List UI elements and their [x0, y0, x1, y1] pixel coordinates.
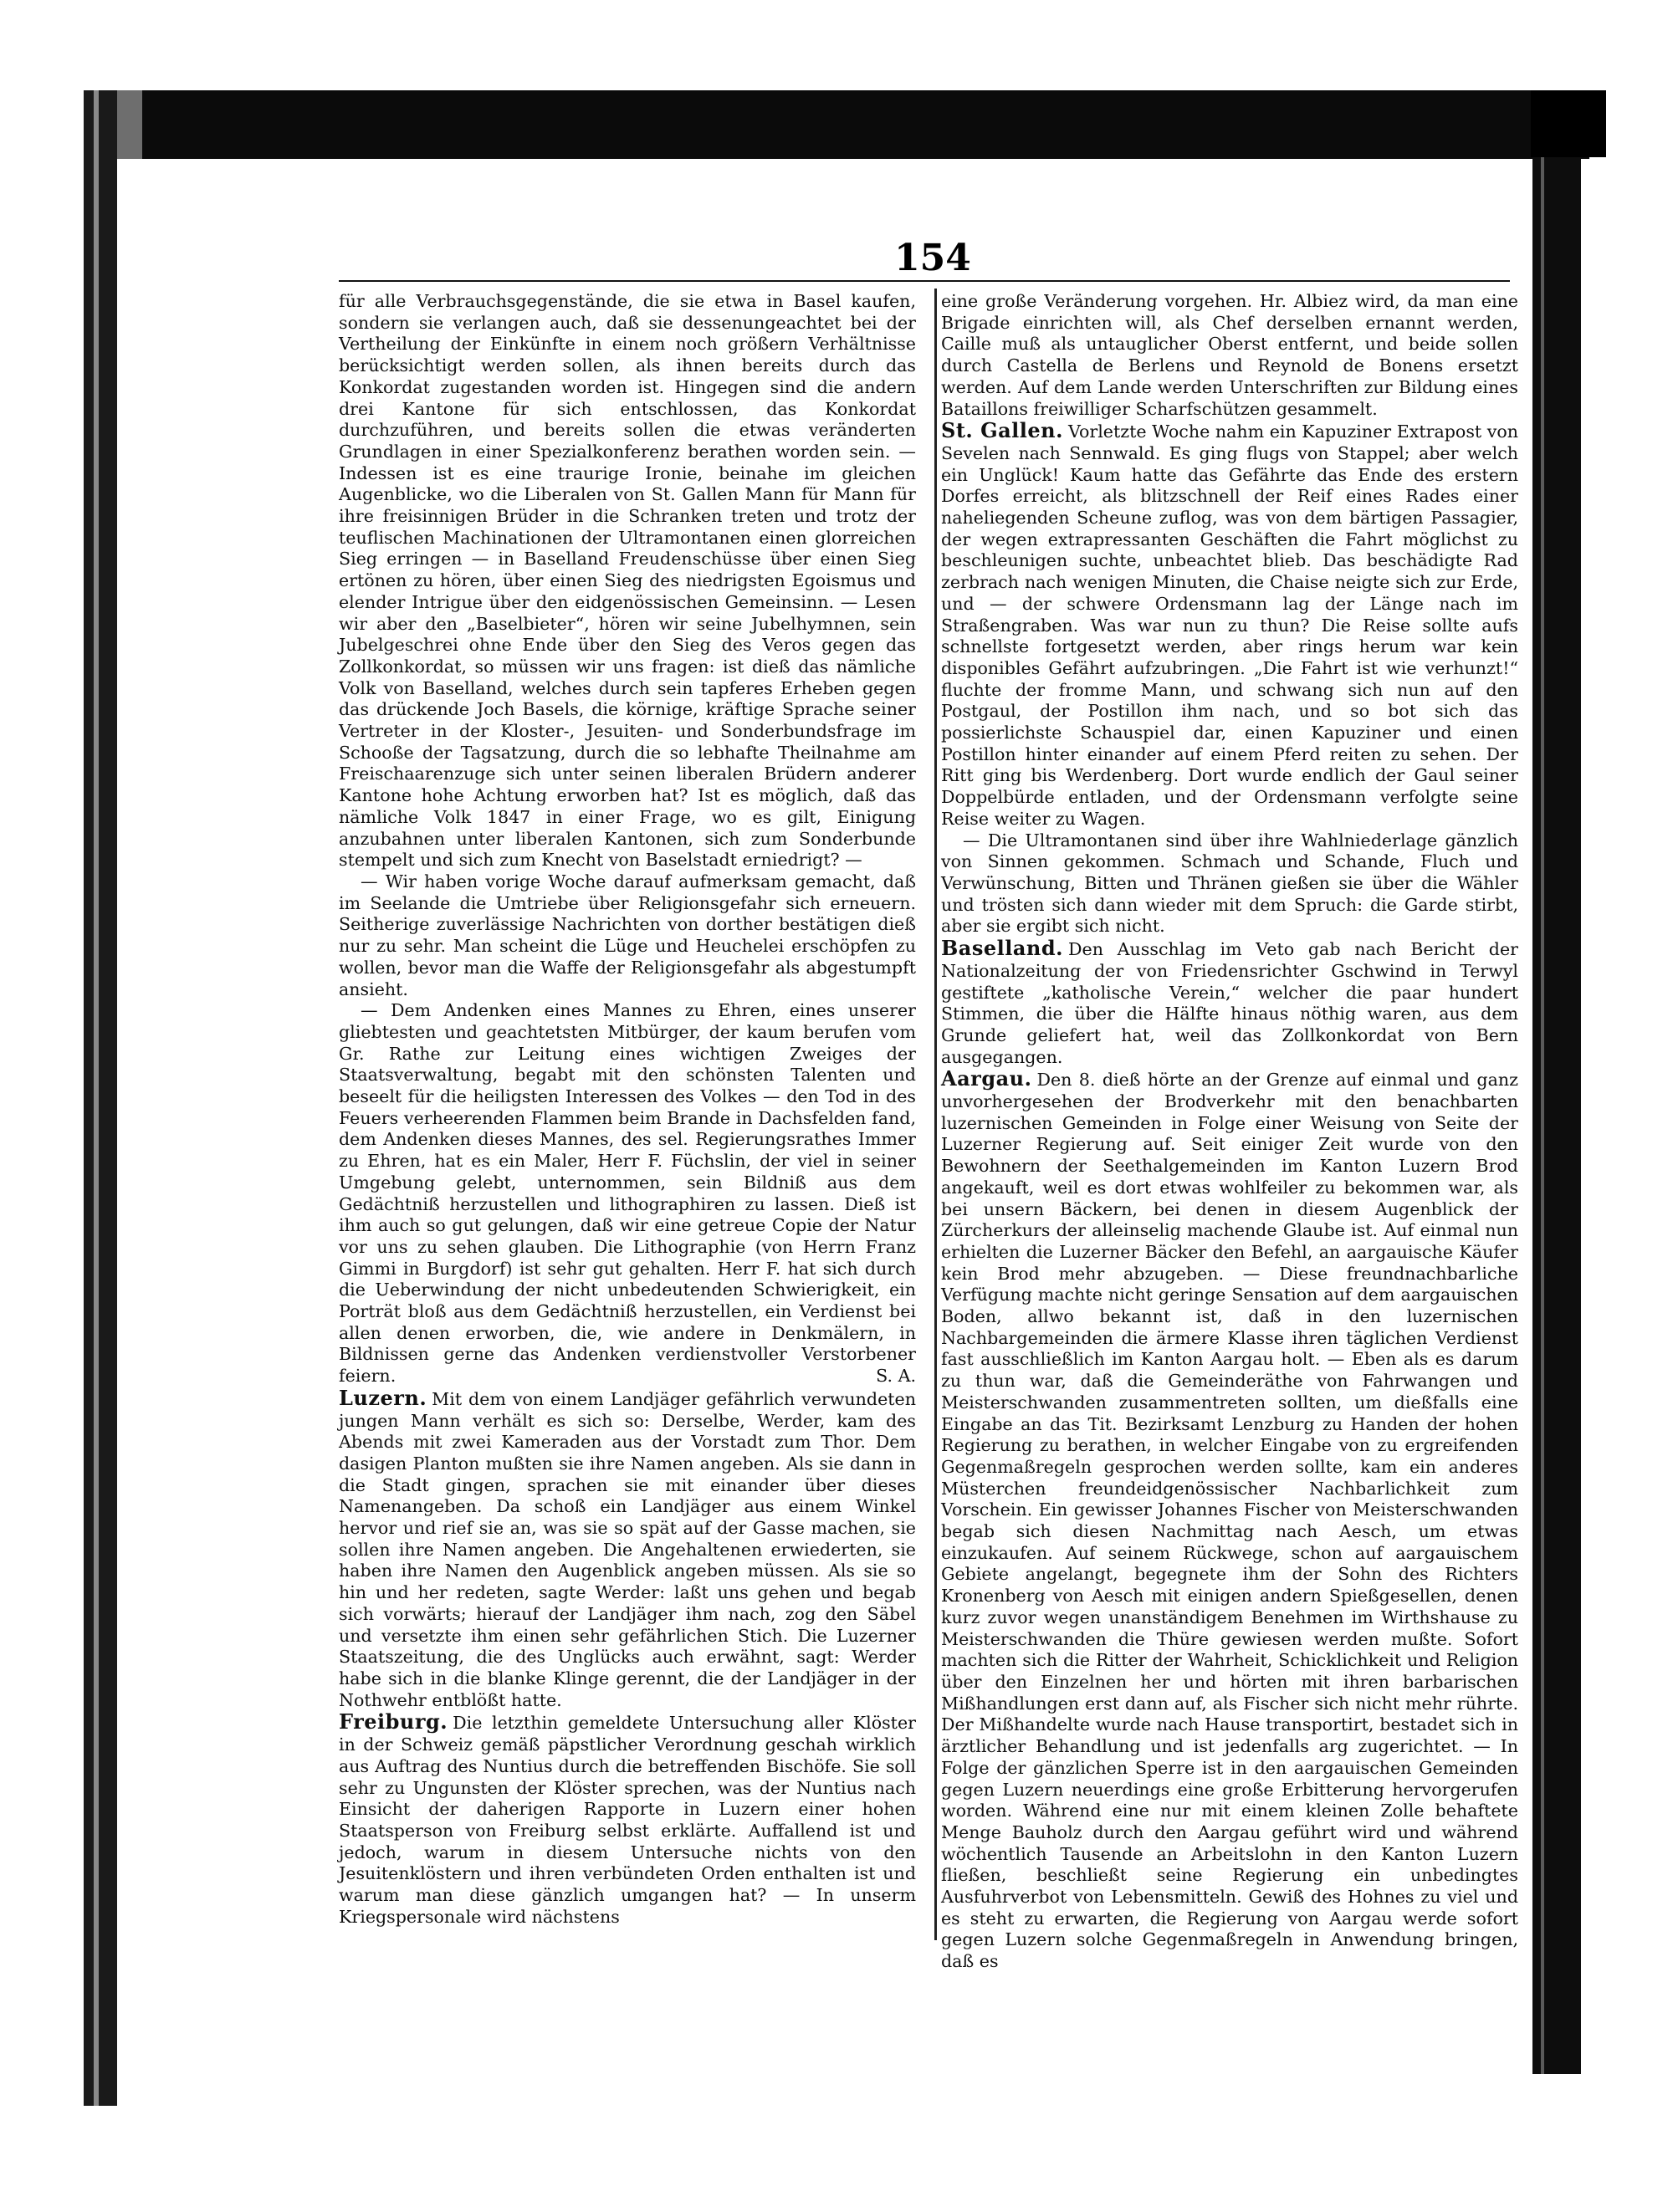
article-aargau-text: Den 8. dieß hörte an der Grenze auf einmal und ganz unvorhergesehen der Brodverkehr mit den benachbarten luzernischen Gemeinden in Folge einer Weisung von Seite der Luzerner Regierung auf. Seit einiger Zeit wurde von den Bewohnern der Seethalgemeinden im Kanton Luzern Brod angekauft, weil es dort etwas wohlfeiler zu bekommen war, als bei unsern Bäckern, bei denen in diesem Augenblick der Zürcherkurs der alleinselig machende Glaube ist. Auf einmal nun erhielten die Luzerner Bäcker den Befehl, an aargauische Käufer kein Brod mehr abzugeben. — Diese freundnachbarliche Verfügung machte nicht geringe Sensation auf dem aargauischen Boden, allwo bekannt ist, daß in den luzernischen Nachbargemeinden die ärmere Klasse ihren täglichen Verdienst fast ausschließlich im Kanton Aargau holt. — Eben als es darum zu thun war, daß die Gemeinderäthe von Fahrwangen und Meisterschwanden zusammentreten sollten, um dießfalls eine Eingabe an das Tit. Bezirksamt Lenzburg zu Handen der hohen Regierung zu berathen, in welcher Eingabe von zu ergreifenden Gegenmaßregeln gesprochen werden sollte, kam ein anderes Müsterchen freundeidgenössischer Nachbarlichkeit zum Vorschein. Ein gewisser Johannes Fischer von Meisterschwanden begab sich diesen Nachmittag nach Aesch, um etwas einzukaufen. Auf seinem Rückwege, schon auf aargauischem Gebiete angelangt, begegnete ihm der Sohn des Richters Kronenberg von Aesch mit einigen andern Spießgesellen, denen kurz zuvor wegen unanständigem Benehmen im Wirthshause zu Meisterschwanden die Thüre gewiesen werden mußte. Sofort machten sich die Ritter der Wahrheit, Schicklichkeit und Religion über den Einzelnen her und hörten mit ihren barbarischen Mißhandlungen erst dann auf, als Fischer sich nicht mehr rührte. Der Mißhandelte wurde nach Hause transportirt, bestadet sich in ärztlicher Behandlung und ist jedenfalls arg zugerichtet. — In Folge der gänzlichen Sperre ist in den aargauischen Gemeinden gegen Luzern neuerdings eine große Erbitterung hervorgerufen worden. Während eine nur mit einem kleinen Zolle behaftete Menge Bauholz durch den Aargau geführt wird und während wöchentlich Tausende an Arbeitslohn in den Kanton Luzern fließen, beschließt seine Regierung ein unbedingtes Ausfuhrverbot von Lebensmitteln. Gewiß des Hohnes zu viel und es steht zu erwarten, die Regierung von Aargau werde sofort gegen Luzern solche Gegenmaßregeln in Anwendung bringen, daß es	[941, 1070, 1518, 1972]
scan-border-left	[84, 90, 117, 2106]
article-andenken-text: — Dem Andenken eines Mannes zu Ehren, eines unserer gliebtesten und geachtetsten Mitbürger, der kaum berufen vom Gr. Rathe zur Leitung eines wichtigen Zweiges der Staatsverwaltung, begabt mit den schönsten Talenten und beseelt für die heiligsten Interessen des Volkes — den Tod in des Feuers verheerenden Flammen beim Brande in Dachsfelden fand, dem Andenken dieses Mannes, des sel. Regierungsrathes Immer zu Ehren, hat es ein Maler, Herr F. Füchslin, der viel in seiner Umgebung gelebt, unternommen, sein Bildniß aus dem Gedächtniß herzustellen und lithographiren zu lassen. Dieß ist ihm auch so gut gelungen, daß wir eine getreue Copie der Natur vor uns zu sehen glauben. Die Lithographie (von Herrn Franz Gimmi in Burgdorf) ist sehr gut gehalten. Herr F. hat sich durch die Ueberwindung der nicht unbedeutenden Schwierigkeit, ein Porträt bloß aus dem Gedächtniß herzustellen, ein Verdienst bei allen denen erworben, die, wie andere in Denkmälern, in Bildnissen gerne das Andenken verdienstvoller Verstorbener feiern.	[339, 1000, 916, 1387]
article-andenken	[339, 1000, 916, 1387]
scan-corner-top-right	[1531, 90, 1606, 157]
article-baselland	[941, 937, 1518, 1068]
left-column	[339, 291, 916, 1928]
article-stgallen	[941, 420, 1518, 830]
scan-border-right	[1532, 125, 1581, 2074]
heading-luzern: Luzern.	[339, 1385, 427, 1410]
article-ultramontanen: — Die Ultramontanen sind über ihre Wahlniederlage gänzlich von Sinnen gekommen. Schmach und Schande, Fluch und Verwünschung, Bitten und Thränen gießen sie über die Wähler und trösten sich dann wieder mit dem Spruch: die Garde stirbt, aber sie ergibt sich nicht.	[941, 830, 1518, 937]
heading-stgallen: St. Gallen.	[941, 418, 1063, 443]
article-stgallen-text: Vorletzte Woche nahm ein Kapuziner Extrapost von Sevelen nach Sennwald. Es ging flugs von Stappel; aber welch ein Unglück! Kaum hatte das Gefährte das Ende des erstern Dorfes erreicht, als blitzschnell der Reif eines Rades einer naheliegenden Scheune zuflog, was von dem bärtigen Passagier, der wegen extrapressanten Geschäften die Fahrt möglichst zu beschleunigen suchte, unbeachtet blieb. Das beschädigte Rad zerbrach nach wenigen Minuten, die Chaise neigte sich zur Erde, und — der schwere Ordensmann lag der Länge nach im Straßengraben. Was war nun zu thun? Die Reise sollte aufs schnellste fortgesetzt werden, aber rings herum war kein disponibles Gefährt aufzubringen. „Die Fahrt ist wie verhunzt!“ fluchte der fromme Mann, und schwang sich nun auf den Postgaul, der Postillon ihm nach, und so bot sich das possierlichste Schauspiel dar, einen Kapuziner und einen Postillon hinter einander auf einem Pferd reiten zu sehen. Der Ritt ging bis Werdenberg. Dort wurde endlich der Gaul seiner Doppelbürde entladen, und der Ordensmann verfolgte seine Reise weiter zu Wagen.	[941, 421, 1519, 829]
scan-border-top	[84, 90, 1589, 159]
article-aargau	[941, 1068, 1518, 1973]
article-continuation: für alle Verbrauchsgegenstände, die sie etwa in Basel kaufen, sondern sie verlangen auch, daß sie dessenungeachtet bei der Vertheilung der Einkünfte in einem noch größern Verhältnisse berücksichtigt werden sollen, als ihnen bereits durch das Konkordat zugestanden worden ist. Hingegen sind die andern drei Kantone für sich entschlossen, das Konkordat durchzuführen, und bereits sollen die etwas veränderten Grundlagen in einer Spezialkonferenz berathen worden sein. — Indessen ist es eine traurige Ironie, beinahe im gleichen Augenblicke, wo die Liberalen von St. Gallen Mann für Mann für ihre freisinnigen Brüder in die Schranken treten und trotz der teuflischen Machinationen der Ultramontanen einen glorreichen Sieg erringen — in Baselland Freudenschüsse über einen Sieg ertönen zu hören, über einen Sieg des niedrigsten Egoismus und elender Intrigue über den eidgenössischen Gemeinsinn. — Lesen wir aber den „Baselbieter“, hören wir seine Jubelhymnen, sein Jubelgeschrei ohne Ende über den Sieg des Veros gegen das Zollkonkordat, so müssen wir uns fragen: ist dieß das nämliche Volk von Baselland, welches durch sein tapferes Erheben gegen das drückende Joch Basels, die körnige, kräftige Sprache seiner Vertreter in der Kloster-, Jesuiten- und Sonderbundsfrage im Schooße der Tagsatzung, durch die so lebhafte Theilnahme am Freischaarenzuge sich unter seinen liberalen Brüdern anderer Kantone hohe Achtung erworben hat? Ist es möglich, daß das nämliche Volk 1847 in einer Frage, wo es gilt, Einigung anzubahnen unter liberalen Kantonen, sich zum Sonderbunde stempelt und sich zum Knecht von Baselstadt erniedrigt? —	[339, 291, 916, 871]
heading-baselland: Baselland.	[941, 936, 1063, 961]
column-divider	[934, 289, 937, 1940]
article-seeland: — Wir haben vorige Woche darauf aufmerksam gemacht, daß im Seelande die Umtriebe über Religionsgefahr sich erneuern. Seitherige zuverlässige Nachrichten von dorther bestätigen dieß nur zu sehr. Man scheint die Lüge und Heuchelei erschöpfen zu wollen, bevor man die Waffe der Religionsgefahr als abgestumpft ansieht.	[339, 871, 916, 999]
article-luzern	[339, 1387, 916, 1712]
right-column	[941, 291, 1518, 1973]
article-baselland-text: Den Ausschlag im Veto gab nach Bericht der Nationalzeitung der von Friedensrichter Gschwind in Terwyl gestiftete „katholische Verein,“ welcher die paar hundert Stimmen, die über die Hälfte hinaus nöthig waren, aus dem Grunde geliefert hat, weil das Zollkonkordat von Bern ausgegangen.	[941, 939, 1518, 1067]
article-freiburg-text: Die letzthin gemeldete Untersuchung aller Klöster in der Schweiz gemäß päpstlicher Verordnung geschah wirklich aus Auftrag des Nuntius durch die betreffenden Bischöfe. Sie soll sehr zu Ungunsten der Klöster sprechen, was der Nuntius nach Einsicht der daherigen Rapporte in Luzern einer hohen Staatsperson von Freiburg selbst erklärte. Auffallend ist und jedoch, warum in diesem Untersuche nichts von den Jesuitenklöstern und ihren verbündeten Orden enthalten ist und warum man diese gänzlich umgangen hat? — In unserm Kriegspersonale wird nächstens	[339, 1713, 916, 1927]
article-freiburg	[339, 1711, 916, 1928]
heading-freiburg: Freiburg.	[339, 1709, 448, 1734]
article-signature: S. A.	[876, 1366, 916, 1387]
article-freiburg-continuation: eine große Veränderung vorgehen. Hr. Albiez wird, da man eine Brigade einrichten will, als Chef derselben ernannt werden, Caille muß als untauglicher Oberst entfernt, und beide sollen durch Castella de Berlens und Reynold de Bonens ersetzt werden. Auf dem Lande werden Unterschriften zur Bildung eines Bataillons freiwilliger Scharfschützen gesammelt.	[941, 291, 1518, 419]
heading-aargau: Aargau.	[941, 1066, 1032, 1091]
header-rule	[339, 280, 1510, 282]
page-number: 154	[894, 237, 971, 279]
article-luzern-text: Mit dem von einem Landjäger gefährlich verwundeten jungen Mann verhält es sich so: Derselbe, Werder, kam des Abends mit zwei Kameraden aus der Vorstadt zum Thor. Dem dasigen Planton mußten sie ihre Namen angeben. Als sie dann in die Stadt gingen, sprachen sie mit einander über dieses Namenangeben. Da schoß ein Landjäger aus einem Winkel hervor und rief sie an, was sie so spät auf der Gasse machen, sie sollen ihre Namen angeben. Die Angehaltenen erwiederten, sie haben ihre Namen den Augenblick angeben müssen. Als sie so hin und her redeten, sagte Werder: laßt uns gehen und begab sich vorwärts; hierauf der Landjäger ihm nach, zog den Säbel und versetzte ihm einen sehr gefährlichen Stich. Die Luzerner Staatszeitung, die des Unglücks auch erwähnt, sagt: Werder habe sich in die blanke Klinge gerennt, die der Landjäger in der Nothwehr entblößt hatte.	[339, 1388, 916, 1710]
